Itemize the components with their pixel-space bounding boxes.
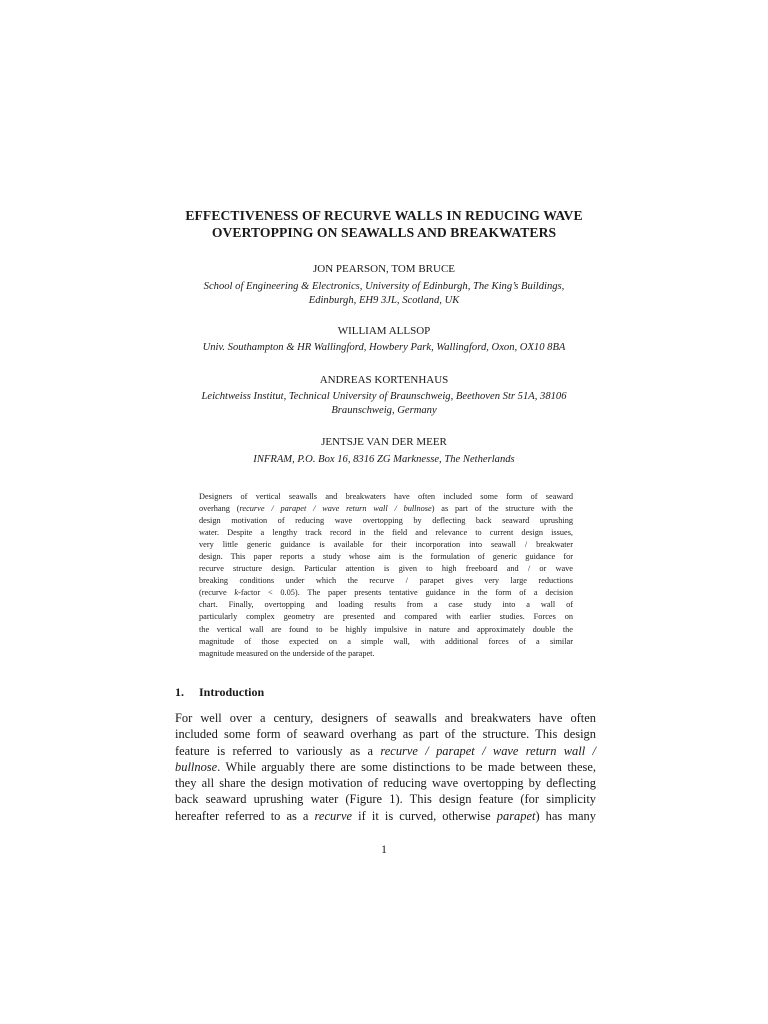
author-affiliation-3	[150, 390, 618, 418]
abstract-line: design motivation of reducing wave overtopping by deflecting back seaward uprushing	[199, 516, 573, 526]
abstract-line: Designers of vertical seawalls and breakwaters have often included some form of seaward	[199, 492, 573, 501]
abstract-line: magnitude of those expected on a simple wall, with additional forces of a similar	[199, 636, 573, 646]
body-line: they all share the design motivation of reducing wave overtopping by deflecting	[175, 776, 596, 791]
affiliation-4-line-1: INFRAM, P.O. Box 16, 8316 ZG Marknesse, The Netherlands	[253, 454, 515, 465]
abstract-line: particularly complex geometry are presented and compared with earlier studies. Forces on	[199, 612, 573, 622]
paper-title	[150, 207, 618, 241]
body-line: bullnose. While arguably there are some distinctions to be made between these,	[175, 759, 596, 774]
abstract-line: recurve structure design. Particular attention is given to high freeboard and / or wave	[199, 564, 573, 574]
title-line-1: EFFECTIVENESS OF RECURVE WALLS IN REDUCING WAVE	[185, 208, 583, 223]
author-affiliation-4	[150, 453, 618, 467]
abstract-line: chart. Finally, overtopping and loading results from a case study into a wall of	[199, 600, 573, 610]
abstract-line: very little generic guidance is available for their incorporation into seawall / breakwater	[199, 540, 573, 550]
abstract-line: the vertical wall are found to be highly impulsive in nature and approximately double the	[199, 624, 573, 634]
title-line-2: OVERTOPPING ON SEAWALLS AND BREAKWATERS	[211, 225, 557, 240]
author-names-2: WILLIAM ALLSOP	[337, 325, 431, 337]
abstract-line: overhang (recurve / parapet / wave return wall / bullnose) as part of the structure with the	[199, 504, 573, 514]
abstract-line: water. Despite a lengthy track record in the field and relevance to current design issues,	[199, 528, 573, 538]
abstract	[199, 491, 573, 660]
author-names-3: ANDREAS KORTENHAUS	[319, 374, 449, 386]
abstract-line: magnitude measured on the underside of the parapet.	[199, 648, 375, 658]
abstract-line: breaking conditions under which the recurve / parapet gives very large reductions	[199, 576, 573, 586]
body-line: For well over a century, designers of seawalls and breakwaters have often	[175, 711, 596, 725]
affiliation-3-line-2: Braunschweig, Germany	[331, 405, 437, 416]
body-line: feature is referred to variously as a recurve / parapet / wave return wall /	[175, 743, 596, 758]
section-title: Introduction	[199, 685, 265, 699]
affiliation-1-line-2: Edinburgh, EH9 3JL, Scotland, UK	[308, 295, 460, 306]
author-names-1: JON PEARSON, TOM BRUCE	[312, 263, 455, 275]
abstract-line: design. This paper reports a study whose aim is the formulation of generic guidance for	[199, 552, 573, 562]
affiliation-1-line-1: School of Engineering & Electronics, University of Edinburgh, The King’s Buildings,	[203, 281, 565, 292]
author-affiliation-1	[150, 280, 618, 308]
affiliation-3-line-1: Leichtweiss Institut, Technical University of Braunschweig, Beethoven Str 51A, 38106	[201, 391, 567, 402]
body-line: included some form of seaward overhang as part of the structure. This design	[175, 727, 596, 742]
introduction-body	[175, 710, 596, 824]
author-names-4: JENTSJE VAN DER MEER	[321, 436, 447, 448]
section-heading-introduction	[175, 685, 264, 699]
body-line: hereafter referred to as a recurve if it is curved, otherwise parapet) has many	[175, 808, 596, 823]
page-number: 1	[381, 842, 387, 856]
abstract-line: (recurve k-factor < 0.05). The paper presents tentative guidance in the form of a decision	[199, 588, 573, 598]
affiliation-2-line-1: Univ. Southampton & HR Wallingford, Howbery Park, Wallingford, Oxon, OX10 8BA	[202, 342, 566, 353]
section-number: 1.	[175, 685, 184, 699]
body-line: back seaward uprushing water (Figure 1). This design feature (for simplicity	[175, 792, 596, 807]
author-affiliation-2	[150, 341, 618, 355]
